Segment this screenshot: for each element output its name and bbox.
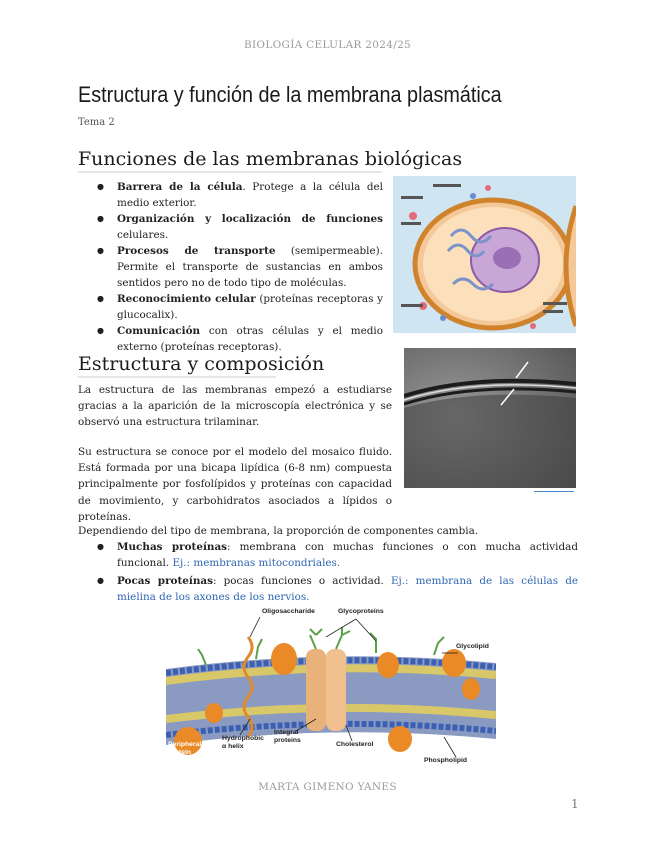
section-heading-functions: Funciones de las membranas biológicas	[78, 148, 463, 170]
item-term: Muchas proteínas	[117, 541, 228, 553]
item-text: (proteínas receptoras y glucocalix).	[117, 293, 383, 321]
membrane-illustration	[166, 607, 496, 767]
list-item	[97, 291, 383, 323]
section-heading-structure: Estructura y composición	[78, 353, 325, 375]
protein-list	[97, 539, 578, 605]
item-term: Barrera de la célula	[117, 181, 243, 193]
label-hydrophobic-helix: Hydrophobic α helix	[222, 735, 264, 750]
electron-micrograph-image	[404, 348, 576, 488]
item-text: . Protege a la célula del medio exterior.	[117, 181, 384, 209]
item-term: Reconocimiento celular	[117, 293, 256, 305]
page-title: Estructura y función de la membrana plasmática	[78, 82, 502, 107]
section-heading-underline	[78, 376, 276, 378]
list-item	[97, 539, 578, 571]
fluid-mosaic-figure	[166, 607, 496, 767]
paragraph-composition: Dependiendo del tipo de membrana, la proporción de componentes cambia.	[78, 525, 479, 537]
item-example: Ej.: membranas mitocondriales.	[172, 557, 341, 569]
section-heading-underline	[78, 171, 382, 173]
item-text: (semipermeable). Permite el transporte de sustancias en ambos sentidos pero no de todo tipo de moléculas.	[117, 245, 383, 289]
item-text: : membrana con muchas funciones o con mucha actividad funcional.	[117, 541, 579, 569]
item-text: : pocas funciones o actividad.	[212, 575, 391, 587]
micrograph-caption-bar	[404, 489, 576, 495]
list-item	[97, 323, 383, 355]
label-glycolipid: Glycolipid	[456, 643, 489, 650]
item-example: Ej.: membrana de las células de mielina de los axones de los nervios.	[117, 575, 579, 603]
functions-list	[97, 179, 383, 355]
page-subtitle: Tema 2	[78, 117, 115, 128]
label-integral-proteins: Integral proteins	[274, 729, 301, 744]
item-term: Procesos de transporte	[117, 245, 276, 257]
list-item	[97, 573, 578, 605]
page-number: 1	[571, 797, 579, 811]
item-term: Comunicación	[117, 325, 201, 337]
item-text: con otras células y el medio externo (proteínas receptoras).	[117, 325, 383, 353]
label-glycoproteins: Glycoproteins	[338, 608, 384, 615]
item-term: Organización y localización de funciones	[117, 213, 383, 225]
footer-author: MARTA GIMENO YANES	[258, 781, 397, 793]
cell-communication-illustration	[393, 176, 576, 333]
item-term: Pocas proteínas	[117, 575, 213, 587]
paragraph-em-origin: La estructura de las membranas empezó a estudiarse gracias a la aparición de la microscopía electrónica y se observó una estructura trilaminar.	[78, 384, 392, 429]
label-phospholipid: Phospholipid	[424, 757, 468, 764]
list-item	[97, 243, 383, 291]
list-item	[97, 179, 383, 211]
list-item	[97, 211, 383, 243]
label-oligosaccharide: Oligosaccharide	[262, 608, 315, 615]
label-cholesterol: Cholesterol	[336, 741, 374, 748]
label-peripheral-protein: Peripheral protein	[168, 741, 202, 756]
item-text: celulares.	[117, 229, 169, 241]
paragraph-fluid-mosaic: Su estructura se conoce por el modelo del mosaico fluido. Está formada por una bicapa lipídica (6-8 nm) compuesta principalmente por fosfolípidos y proteínas con capacidad de movimiento, y carbohidratos asociados a lípidos o proteínas.	[78, 446, 392, 523]
running-header: BIOLOGÍA CELULAR 2024/25	[243, 39, 412, 51]
